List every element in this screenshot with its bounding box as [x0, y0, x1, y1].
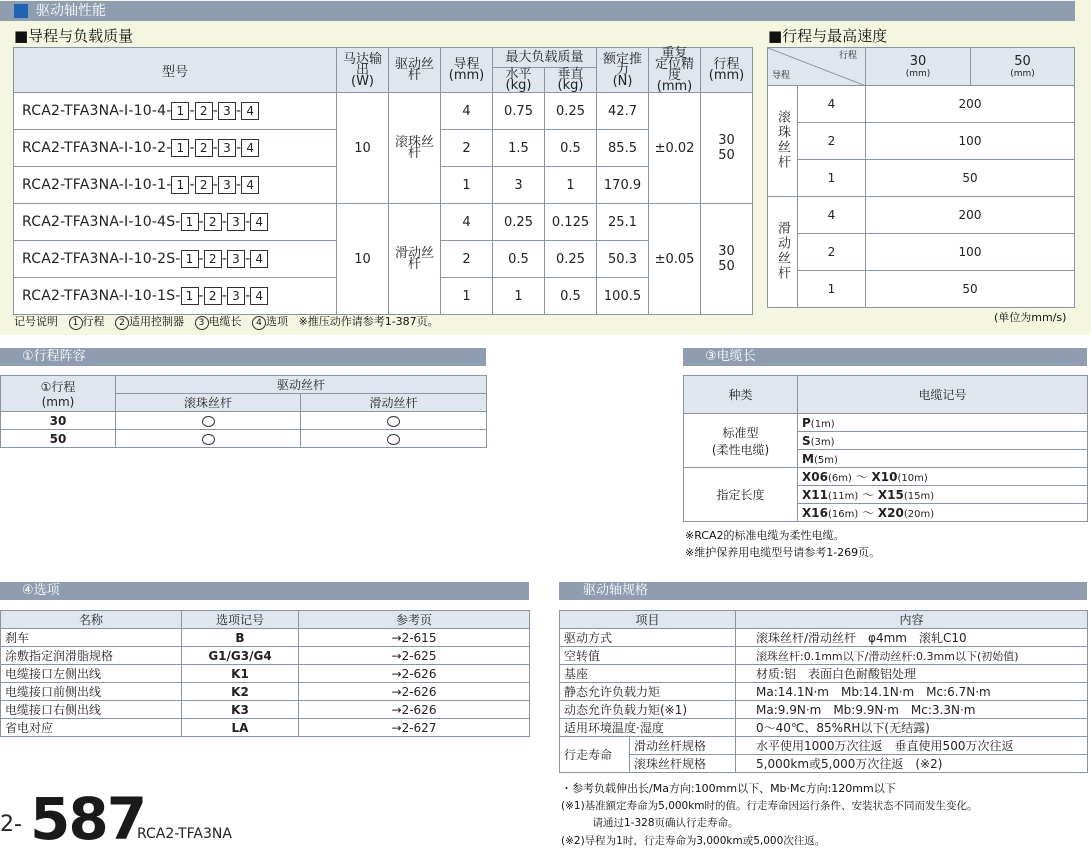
spec-content: 材质:铝 表面白色耐酸铝处理	[736, 665, 1088, 683]
available-circle-icon	[387, 434, 400, 445]
option-page-link[interactable]: →2-626	[299, 665, 530, 683]
lead-cell: 2	[798, 123, 866, 160]
table-row	[768, 160, 1075, 197]
drive-cell: 滚珠丝杆	[389, 93, 441, 204]
model-cell: RCA2-TFA3NA-I-10-4S- 1 - 2 - 3 - 4	[14, 204, 337, 241]
std-type: 标准型	[722, 425, 759, 440]
model-text: RCA2-TFA3NA-I-10-4S-	[22, 214, 181, 230]
col-lead	[441, 48, 493, 93]
table-row	[560, 719, 1088, 737]
custom-type-cell: 指定长度	[684, 468, 798, 522]
stroke-cell	[701, 204, 753, 315]
spec-subitem: 滑动丝杆规格	[630, 737, 736, 755]
table-row	[560, 755, 1088, 773]
legend-item: 适用控制器	[129, 315, 184, 328]
box-cable: 3	[218, 176, 236, 194]
spec-section-title: 驱动轴规格	[583, 583, 649, 598]
box-controller: 2	[204, 213, 222, 231]
cable-len: (10m)	[897, 473, 928, 484]
box-cable: 3	[218, 139, 236, 157]
box-stroke: 1	[171, 176, 189, 194]
spec-content: 水平使用1000万次往返 垂直使用500万次往返	[736, 737, 1088, 755]
model-cell: RCA2-TFA3NA-I-10-1- 1 - 2 - 3 - 4	[14, 167, 337, 204]
repeat-label-2: 定位精度	[655, 57, 695, 83]
cable-code: X10	[871, 470, 898, 484]
option-code: G1/G3/G4	[182, 647, 299, 665]
thrust-cell: 50.3	[597, 241, 649, 278]
cable-len: (6m)	[827, 473, 852, 484]
box-option: 4	[250, 287, 268, 305]
table-row	[14, 93, 753, 130]
horiz-cell: 0.25	[493, 204, 545, 241]
col-vert	[545, 67, 597, 92]
spec-item: 静态允许负载力矩	[560, 683, 736, 701]
lead-cell: 2	[441, 241, 493, 278]
vert-cell: 0.25	[545, 93, 597, 130]
horiz-cell: 1.5	[493, 130, 545, 167]
lead-label: 导程	[453, 57, 480, 72]
cable-len: (20m)	[903, 509, 935, 520]
unit-note: (单位为mm/s)	[994, 311, 1067, 324]
header-stroke: 行程	[838, 51, 857, 61]
cable-len: (3m)	[810, 436, 835, 448]
cable-len: (16m)	[827, 509, 859, 520]
table-row	[768, 271, 1075, 308]
lead-cell: 4	[798, 197, 866, 234]
horiz-cell: 3	[493, 167, 545, 204]
model-text: RCA2-TFA3NA-I-10-1S-	[22, 288, 181, 304]
speed-cell: 200	[866, 86, 1075, 123]
option-page-link[interactable]: →2-626	[299, 683, 530, 701]
box-cable: 3	[218, 102, 236, 120]
model-text: RCA2-TFA3NA-I-10-2-	[22, 140, 172, 156]
stroke-value: 30	[718, 244, 735, 259]
option-name: 省电对应	[1, 719, 182, 737]
table-row	[1, 701, 530, 719]
table-row	[684, 468, 1088, 486]
vert-label: 垂直	[557, 66, 584, 82]
table-row	[14, 204, 753, 241]
cable-len: (11m)	[827, 491, 859, 502]
group-ball	[768, 86, 798, 197]
option-page-link[interactable]: →2-615	[299, 629, 530, 647]
col-30-label: 30	[909, 53, 927, 69]
col-stroke	[701, 48, 753, 93]
table-row	[560, 629, 1088, 647]
lead-cell: 2	[441, 130, 493, 167]
stroke-speed-table	[767, 47, 1075, 308]
col-item: 项目	[560, 611, 736, 629]
col-code: 电缆记号	[798, 376, 1088, 414]
horiz-cell: 1	[493, 278, 545, 315]
diag-header	[768, 48, 866, 86]
col-code: 选项记号	[182, 611, 299, 629]
spec-content: Ma:14.1N·m Mb:14.1N·m Mc:6.7N·m	[736, 683, 1088, 701]
table-row	[560, 683, 1088, 701]
spec-section-bar	[559, 582, 1087, 600]
legend-prefix: 记号说明	[14, 315, 58, 328]
box-option: 4	[241, 139, 259, 157]
vert-cell: 1	[545, 167, 597, 204]
lead-cell: 4	[441, 93, 493, 130]
cable-len: (1m)	[810, 418, 835, 430]
repeat-unit: (mm)	[656, 79, 693, 94]
spec-note: (※2)导程为1时，行走寿命为3,000km或5,000次往返。	[561, 835, 826, 847]
table-row	[1, 683, 530, 701]
table-row	[768, 86, 1075, 123]
page-prefix: 2-	[0, 812, 22, 837]
col-50	[971, 48, 1075, 86]
vert-cell: 0.125	[545, 204, 597, 241]
box-option: 4	[250, 250, 268, 268]
option-code: K3	[182, 701, 299, 719]
col-slide: 滑动丝杆	[301, 394, 487, 412]
horiz-cell: 0.75	[493, 93, 545, 130]
lead-cell: 1	[441, 278, 493, 315]
section-title: 驱动轴性能	[36, 3, 106, 19]
option-name: 电缆接口右侧出线	[1, 701, 182, 719]
box-controller: 2	[195, 176, 213, 194]
col-content: 内容	[736, 611, 1088, 629]
footer-model: RCA2-TFA3NA	[137, 826, 232, 842]
lead-unit: (mm)	[448, 68, 485, 83]
model-text: RCA2-TFA3NA-I-10-4-	[22, 103, 172, 119]
spec-item: 行走寿命	[560, 737, 630, 773]
spec-content: Ma:9.9N·m Mb:9.9N·m Mc:3.3N·m	[736, 701, 1088, 719]
col-stroke	[1, 376, 116, 412]
motor-unit: (W)	[351, 73, 374, 89]
thrust-cell: 42.7	[597, 93, 649, 130]
option-code: LA	[182, 719, 299, 737]
thrust-cell: 25.1	[597, 204, 649, 241]
vert-cell: 0.25	[545, 241, 597, 278]
spec-content: 滚珠丝杆:0.1mm以下/滑动丝杆:0.3mm以下(初始值)	[736, 647, 1088, 665]
drive-cell: 滑动丝杆	[389, 204, 441, 315]
box-option: 4	[241, 176, 259, 194]
stroke-value: 50	[718, 148, 735, 163]
motor-cell: 10	[337, 204, 389, 315]
speed-cell: 100	[866, 234, 1075, 271]
performance-panel	[0, 0, 1091, 335]
col-name: 名称	[1, 611, 182, 629]
box-stroke: 1	[171, 139, 189, 157]
header-stroke: ①行程	[40, 380, 76, 394]
legend-num: 2	[115, 316, 129, 330]
lead-cell: 1	[441, 167, 493, 204]
option-page-link[interactable]: →2-626	[299, 701, 530, 719]
lead-cell: 1	[798, 160, 866, 197]
motor-cell: 10	[337, 93, 389, 204]
motor-label: 马达输出	[342, 51, 382, 78]
cable-len: (15m)	[903, 491, 935, 502]
table-row	[560, 647, 1088, 665]
available-circle-icon	[202, 434, 215, 445]
box-option: 4	[250, 213, 268, 231]
cable-note-1: ※RCA2的标准电缆为柔性电缆。	[685, 529, 845, 542]
vert-cell: 0.5	[545, 278, 597, 315]
model-text: RCA2-TFA3NA-I-10-1-	[22, 177, 172, 193]
box-controller: 2	[204, 250, 222, 268]
repeat-cell: ±0.02	[649, 93, 701, 204]
table-row	[768, 123, 1075, 160]
cable-code: X20	[877, 506, 904, 520]
col-max-load: 最大负载质量	[493, 48, 597, 68]
option-name: 刹车	[1, 629, 182, 647]
stroke-value: 50	[1, 430, 116, 448]
table-row	[560, 701, 1088, 719]
spec-note: ・参考负载伸出长/Ma方向:100mm以下、Mb·Mc方向:120mm以下	[561, 782, 896, 795]
tilde: ～	[862, 488, 875, 502]
thrust-cell: 170.9	[597, 167, 649, 204]
cable-code: X15	[877, 488, 904, 502]
cable-note-2: ※维护保养用电缆型号请参考1-269页。	[685, 546, 881, 559]
lead-cell: 4	[441, 204, 493, 241]
available-circle-icon	[387, 416, 400, 427]
legend-note: ※推压动作请参考1-387页。	[298, 315, 439, 328]
thrust-cell: 100.5	[597, 278, 649, 315]
cable-code: S	[802, 433, 811, 448]
cable-code: X11	[802, 488, 828, 502]
horiz-unit: (kg)	[505, 77, 532, 93]
box-cable: 3	[227, 250, 245, 268]
table-row	[1, 629, 530, 647]
section-marker-icon	[14, 4, 28, 18]
col-ball: 滚珠丝杆	[116, 394, 301, 412]
spec-item: 适用环境温度·湿度	[560, 719, 736, 737]
repeat-label-1: 重复	[661, 46, 688, 61]
spec-note: 请通过1-328页确认行走寿命。	[561, 817, 739, 829]
std-type-cell	[684, 414, 798, 468]
horiz-label: 水平	[505, 66, 532, 82]
stroke-lineup-table	[0, 375, 487, 448]
available-circle-icon	[202, 416, 215, 427]
table-row	[684, 414, 1088, 432]
spec-note: (※1)基准额定寿命为5,000km时的值。行走寿命因运行条件、安装状态不同而发生变化。	[561, 800, 978, 812]
col-drive: 驱动丝杆	[389, 48, 441, 93]
box-controller: 2	[195, 139, 213, 157]
option-table	[0, 610, 530, 737]
stroke-section-bar	[0, 348, 486, 366]
subtitle-lead-load: ■导程与负载质量	[14, 27, 134, 45]
table-row	[560, 737, 1088, 755]
box-stroke: 1	[181, 287, 199, 305]
spec-content: 5,000km或5,000万次往返 (※2)	[736, 755, 1088, 773]
section-bar	[0, 1, 1075, 21]
cable-code: X06	[802, 470, 828, 484]
box-option: 4	[241, 102, 259, 120]
legend-num: 3	[195, 316, 209, 330]
table-row	[1, 412, 487, 430]
legend	[14, 313, 439, 330]
table-row	[560, 665, 1088, 683]
col-drive: 驱动丝杆	[116, 376, 487, 394]
spec-table	[559, 610, 1088, 773]
vert-cell: 0.5	[545, 130, 597, 167]
cable-table	[683, 375, 1088, 522]
thrust-cell: 85.5	[597, 130, 649, 167]
legend-num: 4	[252, 316, 266, 330]
vert-unit: (kg)	[557, 77, 584, 93]
table-row	[1, 665, 530, 683]
box-cable: 3	[227, 287, 245, 305]
legend-num: 1	[69, 316, 83, 330]
cable-code: P	[802, 415, 811, 430]
subtitle-stroke-speed: ■行程与最高速度	[768, 27, 888, 45]
table-row	[768, 197, 1075, 234]
col-page: 参考页	[299, 611, 530, 629]
box-stroke: 1	[181, 213, 199, 231]
group-label: 滑动丝杆	[775, 220, 790, 281]
box-controller: 2	[204, 287, 222, 305]
table-row	[1, 430, 487, 448]
box-stroke: 1	[181, 250, 199, 268]
option-page-link[interactable]: →2-627	[299, 719, 530, 737]
col-unit: (mm)	[1010, 68, 1035, 79]
col-horiz	[493, 67, 545, 92]
col-motor	[337, 48, 389, 93]
stroke-value: 30	[1, 412, 116, 430]
speed-cell: 50	[866, 271, 1075, 308]
legend-item: 行程	[82, 315, 105, 328]
lead-load-table	[13, 47, 753, 315]
header-lead: 导程	[772, 71, 791, 81]
model-cell: RCA2-TFA3NA-I-10-1S- 1 - 2 - 3 - 4	[14, 278, 337, 315]
box-controller: 2	[195, 102, 213, 120]
col-model: 型号	[14, 48, 337, 93]
cable-section-bar	[683, 348, 1087, 366]
option-name: 电缆接口前侧出线	[1, 683, 182, 701]
stroke-value: 50	[718, 259, 735, 274]
spec-item: 基座	[560, 665, 736, 683]
spec-content: 0～40℃、85%RH以下(无结露)	[736, 719, 1088, 737]
model-cell: RCA2-TFA3NA-I-10-4- 1 - 2 - 3 - 4	[14, 93, 337, 130]
option-code: B	[182, 629, 299, 647]
stroke-unit: (mm)	[708, 68, 745, 83]
table-row	[1, 647, 530, 665]
stroke-section-title: ①行程阵容	[22, 349, 86, 364]
group-slide	[768, 197, 798, 308]
page-number: 587	[30, 785, 146, 853]
spec-item: 驱动方式	[560, 629, 736, 647]
col-50-label: 50	[1014, 53, 1031, 69]
option-code: K1	[182, 665, 299, 683]
col-30	[866, 48, 971, 86]
legend-item: 选项	[266, 315, 288, 328]
cable-code: M	[802, 451, 814, 466]
tilde: ～	[855, 470, 868, 484]
cable-code: X16	[802, 506, 828, 520]
col-thrust	[597, 48, 649, 93]
group-label: 滚珠丝杆	[775, 109, 790, 170]
header-stroke-unit: (mm)	[41, 395, 75, 409]
cable-len: (5m)	[813, 454, 838, 466]
speed-cell: 200	[866, 197, 1075, 234]
lead-cell: 2	[798, 234, 866, 271]
horiz-cell: 0.5	[493, 241, 545, 278]
spec-content: 滚珠丝杆/滑动丝杆 φ4mm 滚轧C10	[736, 629, 1088, 647]
model-text: RCA2-TFA3NA-I-10-2S-	[22, 251, 181, 267]
spec-item: 空转值	[560, 647, 736, 665]
model-cell: RCA2-TFA3NA-I-10-2S- 1 - 2 - 3 - 4	[14, 241, 337, 278]
speed-cell: 50	[866, 160, 1075, 197]
option-page-link[interactable]: →2-625	[299, 647, 530, 665]
col-type: 种类	[684, 376, 798, 414]
box-stroke: 1	[171, 102, 189, 120]
option-section-bar	[0, 582, 529, 600]
speed-cell: 100	[866, 123, 1075, 160]
option-section-title: ④选项	[22, 583, 60, 598]
col-unit: (mm)	[905, 68, 931, 79]
legend-item: 电缆长	[208, 315, 242, 328]
option-name: 电缆接口左侧出线	[1, 665, 182, 683]
option-code: K2	[182, 683, 299, 701]
tilde: ～	[862, 506, 875, 520]
option-name: 涂敷指定润滑脂规格	[1, 647, 182, 665]
stroke-value: 30	[718, 133, 735, 148]
thrust-label: 额定推力	[603, 51, 643, 78]
thrust-unit: (N)	[612, 73, 633, 89]
table-row	[1, 719, 530, 737]
spec-item: 动态允许负载力矩(※1)	[560, 701, 736, 719]
stroke-label: 行程	[713, 57, 740, 72]
std-sub: (柔性电缆)	[711, 442, 770, 457]
repeat-cell: ±0.05	[649, 204, 701, 315]
spec-subitem: 滚珠丝杆规格	[630, 755, 736, 773]
model-cell: RCA2-TFA3NA-I-10-2- 1 - 2 - 3 - 4	[14, 130, 337, 167]
col-repeat	[649, 48, 701, 93]
table-row	[768, 234, 1075, 271]
lead-cell: 1	[798, 271, 866, 308]
cable-section-title: ③电缆长	[705, 349, 756, 364]
stroke-cell	[701, 93, 753, 204]
box-cable: 3	[227, 213, 245, 231]
lead-cell: 4	[798, 86, 866, 123]
